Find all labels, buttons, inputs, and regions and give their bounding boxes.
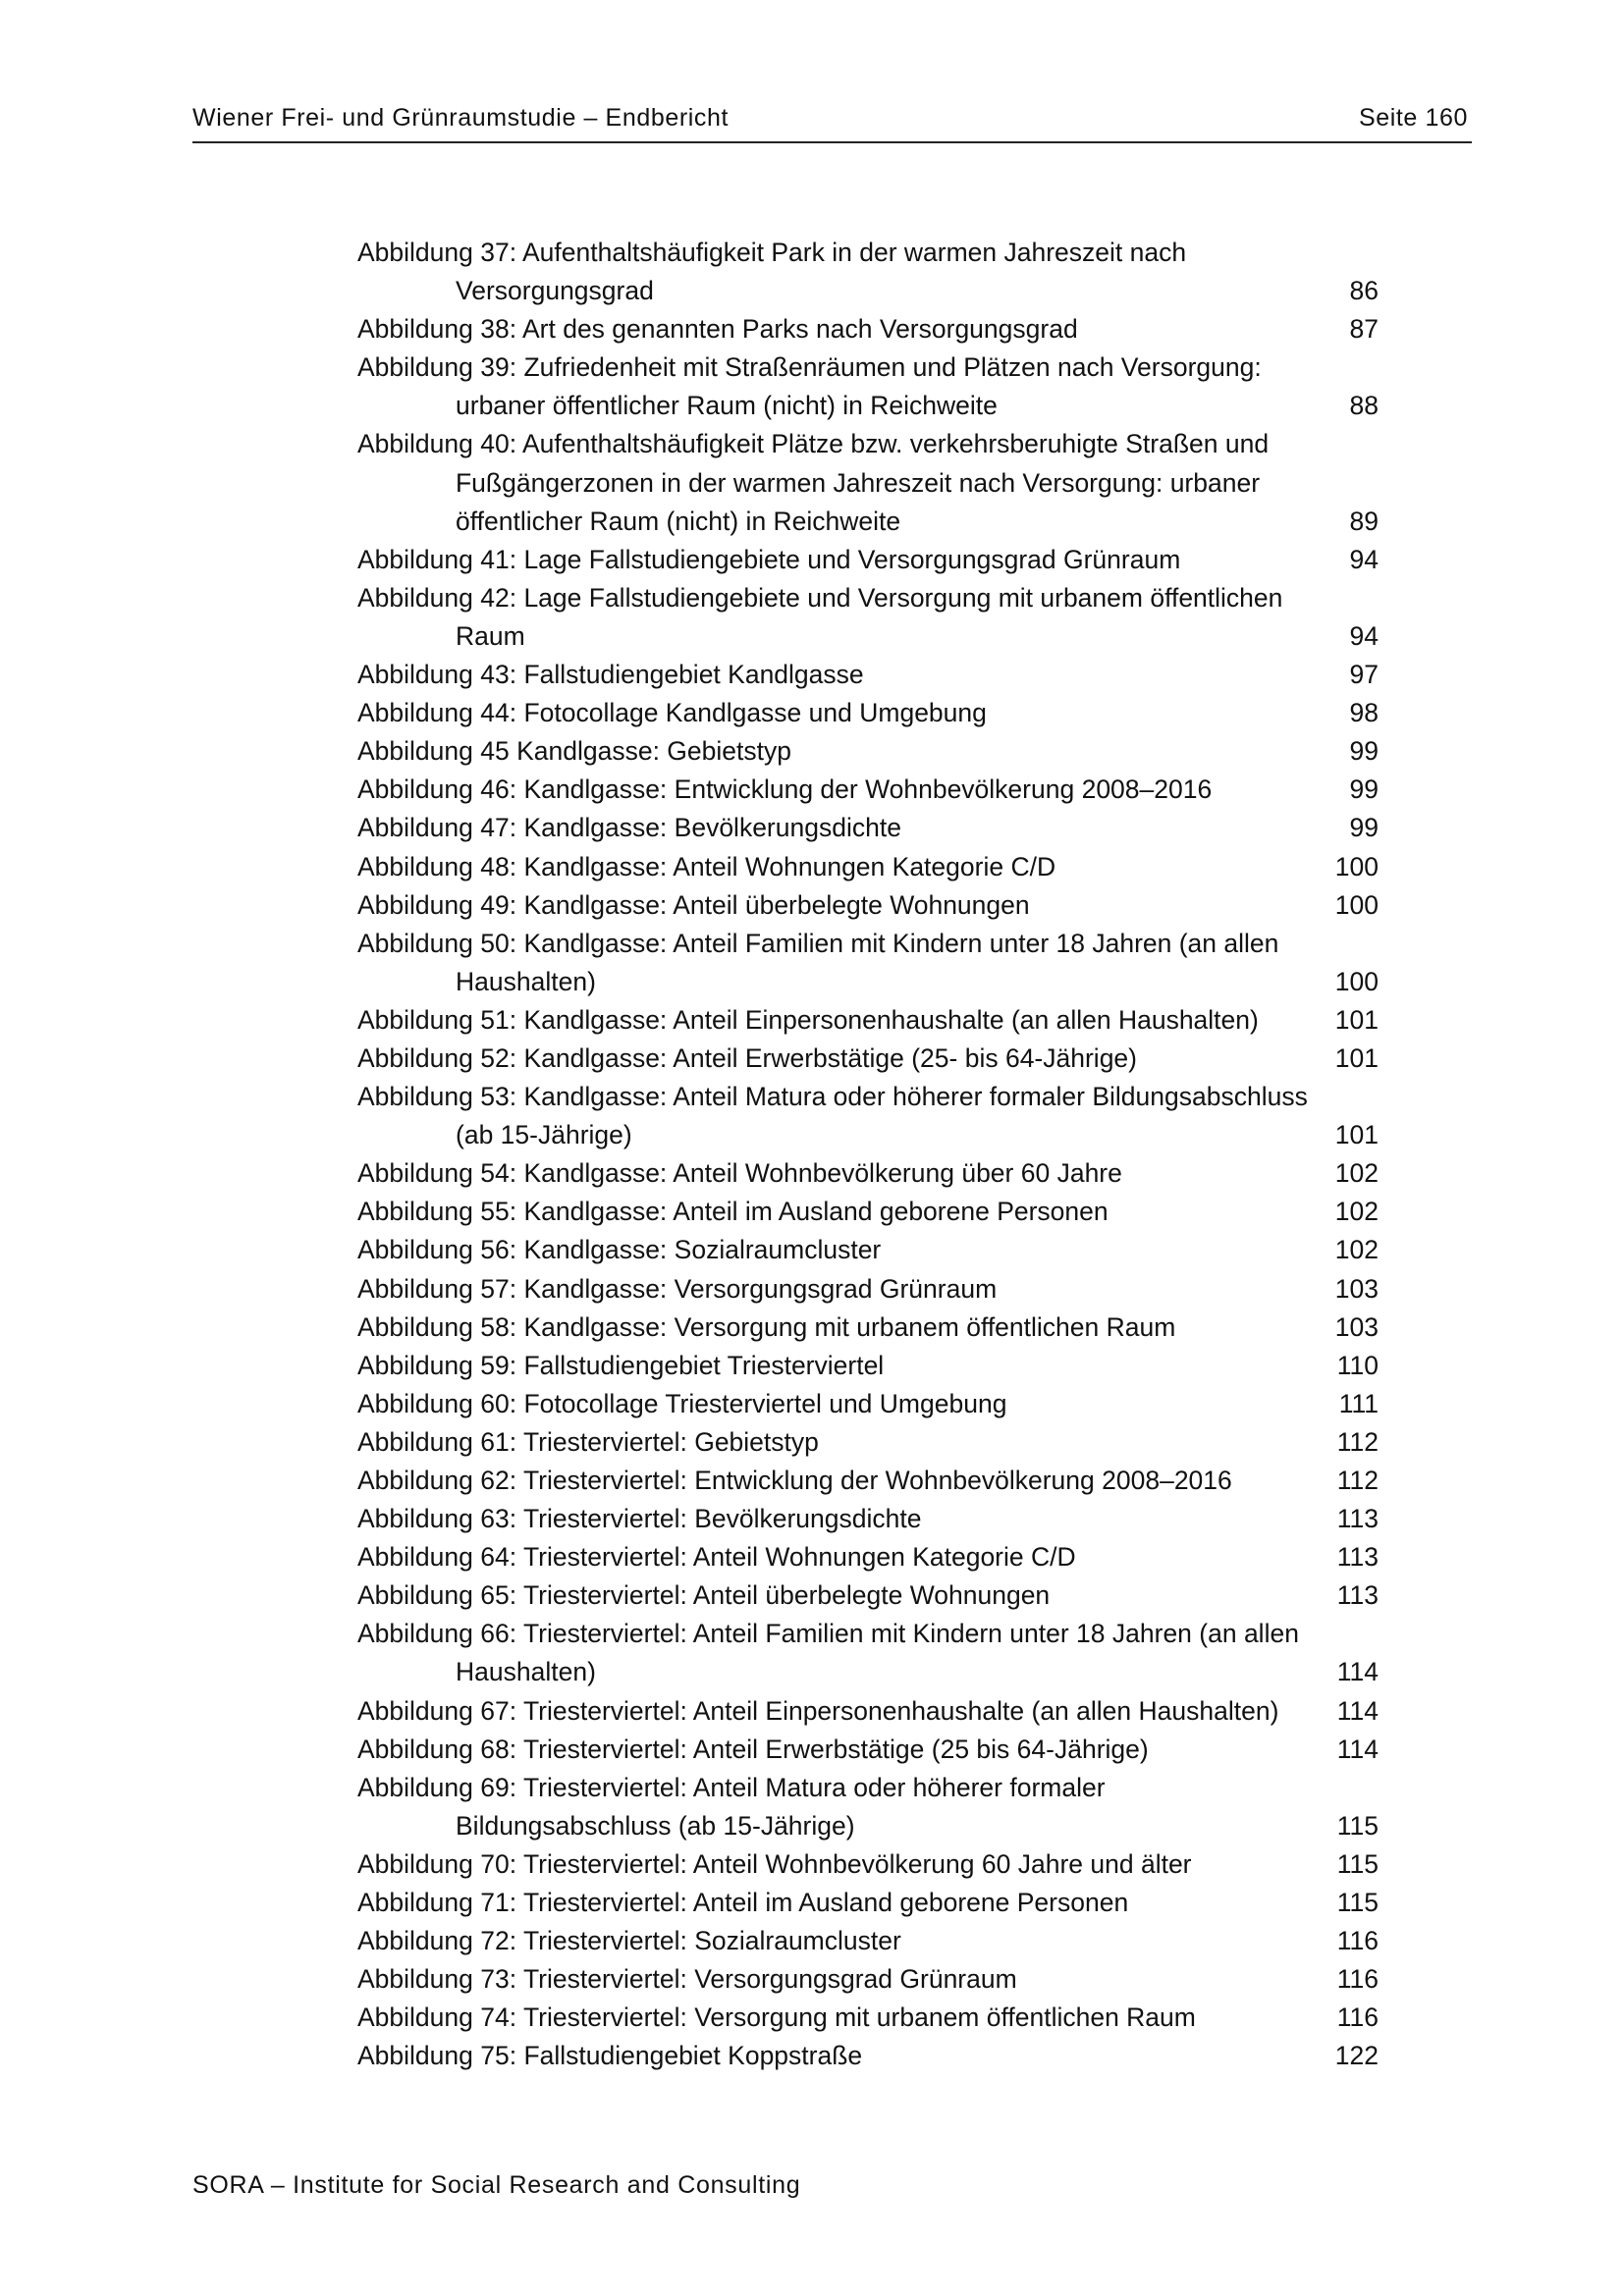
toc-entry[interactable] — [357, 1347, 1379, 1385]
toc-entry-text: Abbildung 44: Fotocollage Kandlgasse und Umgebung — [357, 698, 987, 728]
toc-page-number: 116 — [1336, 1964, 1379, 1995]
toc-page-number: 113 — [1336, 1504, 1379, 1534]
toc-entry[interactable] — [357, 348, 1379, 425]
toc-page-number: 113 — [1336, 1580, 1379, 1611]
toc-entry-text: Abbildung 59: Fallstudiengebiet Triesterviertel — [357, 1350, 885, 1380]
toc-entry[interactable] — [357, 809, 1379, 847]
toc-entry[interactable] — [357, 1960, 1379, 1999]
toc-entry-text: Haushalten) — [456, 1657, 596, 1687]
toc-entry-text: Abbildung 56: Kandlgasse: Sozialraumcluster — [357, 1235, 882, 1265]
toc-entry-text: Bildungsabschluss (ab 15-Jährige) — [456, 1810, 855, 1841]
toc-entry[interactable] — [357, 1769, 1379, 1845]
toc-page-number: 111 — [1338, 1388, 1379, 1418]
toc-entry[interactable] — [357, 848, 1379, 886]
toc-entry[interactable] — [357, 310, 1379, 348]
toc-page-number: 88 — [1349, 391, 1379, 421]
toc-entry-text: Abbildung 42: Lage Fallstudiengebiete und Versorgung mit urbanem öffentlichen — [357, 582, 1283, 613]
toc-entry[interactable] — [357, 1193, 1379, 1231]
toc-entry[interactable] — [357, 1615, 1379, 1691]
toc-entry[interactable] — [357, 579, 1379, 656]
toc-entry-text: Abbildung 67: Triesterviertel: Anteil Einpersonenhaushalte (an allen Haushalten) — [357, 1695, 1279, 1726]
toc-entry[interactable] — [357, 1731, 1379, 1769]
toc-entry-text: Abbildung 52: Kandlgasse: Anteil Erwerbstätige (25- bis 64-Jährige) — [357, 1042, 1137, 1073]
toc-page-number: 87 — [1349, 314, 1379, 345]
toc-entry[interactable] — [357, 1692, 1379, 1731]
toc-entry-text: Abbildung 63: Triesterviertel: Bevölkerungsdichte — [357, 1504, 922, 1534]
toc-entry-text: Abbildung 71: Triesterviertel: Anteil im Ausland geborene Personen — [357, 1888, 1129, 1918]
toc-entry[interactable] — [357, 1040, 1379, 1078]
toc-entry[interactable] — [357, 732, 1379, 771]
toc-entry[interactable] — [357, 1385, 1379, 1423]
toc-entry-text: Abbildung 75: Fallstudiengebiet Koppstraße — [357, 2041, 863, 2071]
toc-entry-text: Raum — [456, 620, 525, 651]
toc-entry-text: Abbildung 60: Fotocollage Triesterviertel und Umgebung — [357, 1388, 1007, 1418]
toc-page-number: 115 — [1336, 1888, 1379, 1918]
toc-entry-text: Abbildung 47: Kandlgasse: Bevölkerungsdichte — [357, 813, 901, 843]
toc-entry-text: Haushalten) — [456, 966, 596, 996]
toc-entry-text: Abbildung 73: Triesterviertel: Versorgungsgrad Grünraum — [357, 1964, 1017, 1995]
toc-page-number: 86 — [1349, 276, 1379, 306]
toc-page-number: 113 — [1336, 1542, 1379, 1573]
toc-page-number: 99 — [1349, 774, 1379, 805]
toc-page-number: 101 — [1334, 1004, 1379, 1035]
list-of-figures — [357, 234, 1379, 2076]
page-header — [192, 102, 1472, 143]
toc-entry[interactable] — [357, 771, 1379, 809]
toc-page-number: 115 — [1336, 1810, 1379, 1841]
toc-page-number: 99 — [1349, 736, 1379, 767]
toc-page-number: 100 — [1334, 851, 1379, 881]
toc-entry-text: Abbildung 70: Triesterviertel: Anteil Wohnbevölkerung 60 Jahre und älter — [357, 1848, 1192, 1879]
toc-entry-text: Abbildung 49: Kandlgasse: Anteil überbelegte Wohnungen — [357, 889, 1030, 920]
toc-entry-text: Abbildung 58: Kandlgasse: Versorgung mit urbanem öffentlichen Raum — [357, 1311, 1176, 1342]
toc-entry-text: Abbildung 43: Fallstudiengebiet Kandlgasse — [357, 660, 864, 690]
toc-entry[interactable] — [357, 1154, 1379, 1193]
toc-page-number: 103 — [1334, 1311, 1379, 1342]
toc-entry[interactable] — [357, 1078, 1379, 1154]
toc-entry-text: Abbildung 46: Kandlgasse: Entwicklung der Wohnbevölkerung 2008–2016 — [357, 774, 1213, 805]
toc-page-number: 110 — [1336, 1350, 1379, 1380]
toc-page-number: 102 — [1334, 1197, 1379, 1227]
toc-page-number: 115 — [1336, 1848, 1379, 1879]
toc-entry[interactable] — [357, 1462, 1379, 1500]
toc-entry[interactable] — [357, 1423, 1379, 1462]
toc-entry[interactable] — [357, 886, 1379, 925]
toc-entry[interactable] — [357, 1308, 1379, 1347]
toc-entry[interactable] — [357, 1999, 1379, 2037]
toc-page-number: 102 — [1334, 1235, 1379, 1265]
toc-entry-text: Abbildung 48: Kandlgasse: Anteil Wohnungen Kategorie C/D — [357, 851, 1056, 881]
toc-entry[interactable] — [357, 1845, 1379, 1884]
toc-entry-text: (ab 15-Jährige) — [456, 1120, 632, 1150]
toc-entry-text: Abbildung 61: Triesterviertel: Gebietstyp — [357, 1426, 819, 1457]
toc-entry[interactable] — [357, 1884, 1379, 1922]
toc-page-number: 112 — [1336, 1466, 1379, 1495]
toc-entry[interactable] — [357, 1500, 1379, 1538]
toc-entry-text: Abbildung 39: Zufriedenheit mit Straßenräumen und Plätzen nach Versorgung: — [357, 352, 1262, 383]
toc-entry[interactable] — [357, 925, 1379, 1001]
toc-page-number: 101 — [1334, 1042, 1379, 1073]
toc-entry-text: Abbildung 37: Aufenthaltshäufigkeit Park in der warmen Jahreszeit nach — [357, 238, 1187, 267]
toc-page-number: 97 — [1349, 660, 1379, 690]
toc-page-number: 114 — [1336, 1657, 1379, 1687]
toc-page-number: 116 — [1336, 1926, 1379, 1956]
toc-entry-text: Abbildung 40: Aufenthaltshäufigkeit Plätze bzw. verkehrsberuhigte Straßen und — [357, 429, 1270, 459]
toc-page-number: 122 — [1334, 2041, 1379, 2071]
page-footer: SORA – Institute for Social Research and Consulting — [192, 2171, 801, 2199]
toc-page-number: 101 — [1334, 1120, 1379, 1150]
toc-entry-text: Abbildung 50: Kandlgasse: Anteil Familien mit Kindern unter 18 Jahren (an allen — [357, 928, 1279, 958]
toc-entry-text: Abbildung 38: Art des genannten Parks nach Versorgungsgrad — [357, 314, 1078, 345]
toc-page-number: 116 — [1336, 2002, 1379, 2033]
toc-page-number: 103 — [1334, 1273, 1379, 1304]
toc-page-number: 112 — [1336, 1426, 1379, 1457]
toc-entry-text: Abbildung 65: Triesterviertel: Anteil überbelegte Wohnungen — [357, 1580, 1051, 1611]
toc-page-number: 100 — [1334, 889, 1379, 920]
toc-page-number: 94 — [1349, 620, 1379, 651]
toc-entry-text: Abbildung 57: Kandlgasse: Versorgungsgrad Grünraum — [357, 1273, 998, 1304]
toc-entry-text: Abbildung 69: Triesterviertel: Anteil Matura oder höherer formaler — [357, 1772, 1106, 1802]
toc-entry-text: Abbildung 54: Kandlgasse: Anteil Wohnbevölkerung über 60 Jahre — [357, 1158, 1122, 1189]
toc-page-number: 94 — [1349, 544, 1379, 574]
toc-page-number: 98 — [1349, 698, 1379, 728]
toc-entry-text: Abbildung 45 Kandlgasse: Gebietstyp — [357, 736, 791, 767]
toc-page-number: 99 — [1349, 813, 1379, 843]
page-number: Seite 160 — [1358, 104, 1468, 132]
toc-entry-text: Abbildung 53: Kandlgasse: Anteil Matura oder höherer formaler Bildungsabschluss — [357, 1082, 1308, 1112]
toc-entry[interactable] — [357, 656, 1379, 694]
toc-entry[interactable] — [357, 234, 1379, 310]
toc-entry[interactable] — [357, 1922, 1379, 1960]
toc-entry[interactable] — [357, 1001, 1379, 1040]
toc-entry-text: Abbildung 41: Lage Fallstudiengebiete und Versorgungsgrad Grünraum — [357, 544, 1181, 574]
toc-entry-text: Abbildung 64: Triesterviertel: Anteil Wohnungen Kategorie C/D — [357, 1542, 1076, 1573]
toc-entry[interactable] — [357, 1538, 1379, 1576]
toc-page-number: 114 — [1336, 1734, 1379, 1764]
toc-page-number: 102 — [1334, 1158, 1379, 1189]
toc-entry-text: urbaner öffentlicher Raum (nicht) in Reichweite — [456, 391, 998, 421]
toc-entry[interactable] — [357, 694, 1379, 732]
toc-entry[interactable] — [357, 1576, 1379, 1615]
toc-entry-text: öffentlicher Raum (nicht) in Reichweite — [456, 506, 901, 536]
toc-page-number: 100 — [1334, 966, 1379, 996]
toc-entry-text: Abbildung 55: Kandlgasse: Anteil im Ausland geborene Personen — [357, 1197, 1109, 1227]
document-title: Wiener Frei- und Grünraumstudie – Endbericht — [192, 104, 730, 132]
toc-entry[interactable] — [357, 2037, 1379, 2075]
toc-page-number: 114 — [1336, 1695, 1379, 1726]
toc-entry[interactable] — [357, 425, 1379, 540]
toc-page-number: 89 — [1349, 506, 1379, 536]
toc-entry-text: Versorgungsgrad — [456, 276, 654, 306]
toc-entry-text: Abbildung 62: Triesterviertel: Entwicklung der Wohnbevölkerung 2008–2016 — [357, 1466, 1232, 1495]
toc-entry-text: Abbildung 72: Triesterviertel: Sozialraumcluster — [357, 1926, 901, 1956]
toc-entry[interactable] — [357, 1270, 1379, 1308]
toc-entry-text: Abbildung 68: Triesterviertel: Anteil Erwerbstätige (25 bis 64-Jährige) — [357, 1734, 1149, 1764]
toc-entry-text: Abbildung 74: Triesterviertel: Versorgung mit urbanem öffentlichen Raum — [357, 2002, 1196, 2033]
toc-entry-text: Abbildung 51: Kandlgasse: Anteil Einpersonenhaushalte (an allen Haushalten) — [357, 1004, 1259, 1035]
toc-entry[interactable] — [357, 1231, 1379, 1269]
toc-entry-text: Fußgängerzonen in der warmen Jahreszeit nach Versorgung: urbaner — [456, 467, 1261, 498]
toc-entry-text: Abbildung 66: Triesterviertel: Anteil Familien mit Kindern unter 18 Jahren (an allen — [357, 1619, 1299, 1649]
toc-entry[interactable] — [357, 541, 1379, 579]
